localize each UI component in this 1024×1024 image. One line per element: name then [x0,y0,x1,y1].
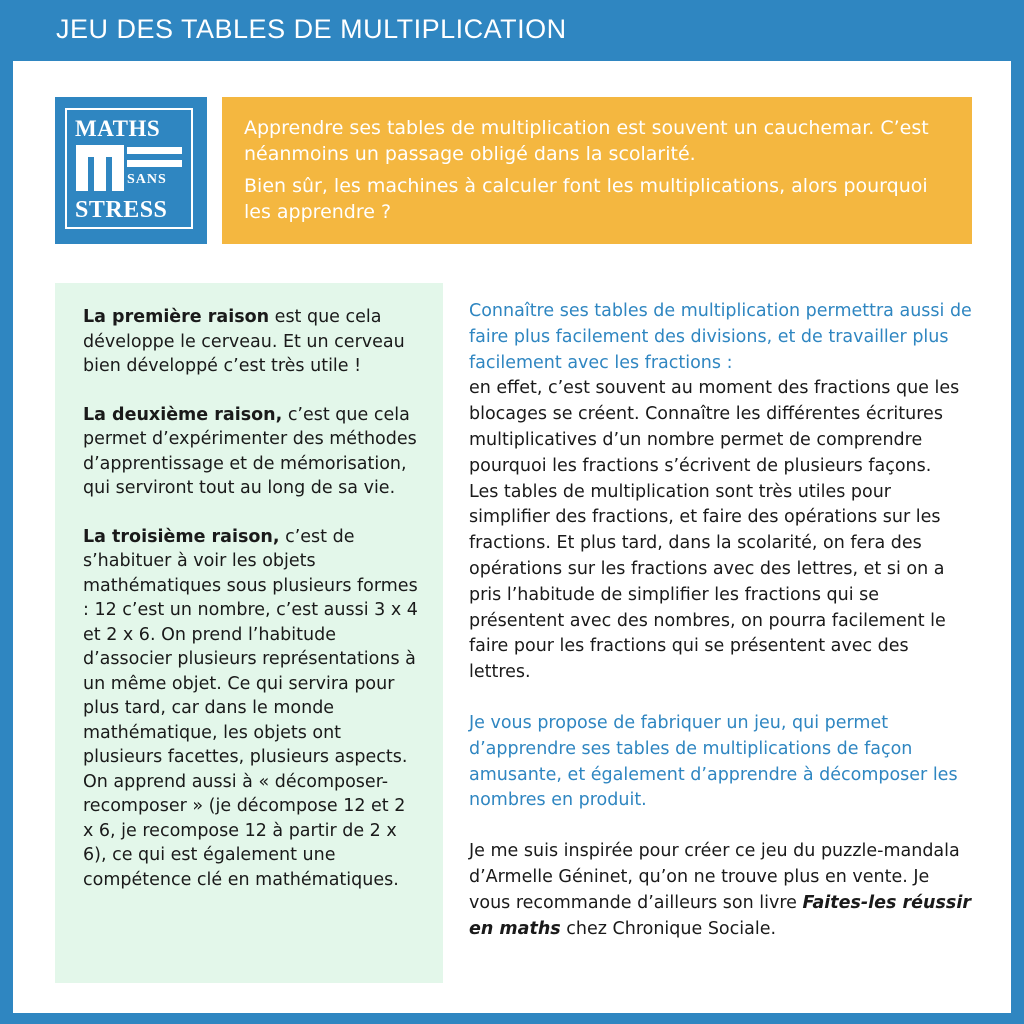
intro-paragraph-2: Bien sûr, les machines à calculer font les multiplications, alors pourquoi les apprendre ? [244,175,928,223]
fractions-paragraph [469,299,973,686]
reason-2-text: c’est que cela permet d’expérimenter des méthodes d’apprentissage et de mémorisation, qui serviront tout au long de sa vie. [83,404,417,498]
reason-1-text: est que cela développe le cerveau. Et un cerveau bien développé c’est très utile ! [83,307,405,376]
logo-m-icon [76,145,124,191]
inspiration-text: Je me suis inspirée pour créer ce jeu du puzzle-mandala d’Armelle Géninet, qu’on ne trouve plus en vente. Je vous recommande d’ailleurs son livre [469,841,960,913]
logo-bar-top [127,147,182,154]
reason-2-title: La deuxième raison, [83,404,283,425]
logo-border [65,108,193,229]
reason-2 [83,403,421,501]
fractions-body-1: en effet, c’est souvent au moment des fractions que les blocages se créent. Connaître les différentes écritures multiplicatives d’un nombre permet de comprendre pourquoi les fractions s’écrivent de plusieurs façons. [469,378,960,476]
logo-word-stress: STRESS [75,197,168,223]
logo-word-sans: SANS [127,172,167,187]
logo-word-maths: MATHS [75,116,161,141]
game-proposal: Je vous propose de fabriquer un jeu, qui permet d’apprendre ses tables de multiplications de façon amusante, et également d’apprendre à décomposer les nombres en produit. [469,712,958,811]
inspiration-paragraph [469,839,973,942]
reason-1 [83,305,421,379]
intro-box [222,97,972,244]
inspiration-end: chez Chronique Sociale. [560,918,777,939]
reason-3-title: La troisième raison, [83,526,280,547]
fractions-body-2: Les tables de multiplication sont très utiles pour simplifier des fractions, et faire des opérations sur les fractions. Et plus tard, dans la scolarité, on fera des opérations sur les fractions avec des lettres, et si on a pris l’habitude de simplifier les fractions qui se présentent avec des nombres, on pourra facilement le faire pour les fractions qui se présentent avec des lettres. [469,481,946,683]
reason-1-title: La première raison [83,307,270,327]
intro-paragraph-1: Apprendre ses tables de multiplication est souvent un cauchemar. C’est néanmoins un passage obligé dans la scolarité. [244,117,929,165]
reason-3-text: c’est de s’habituer à voir les objets mathématiques sous plusieurs formes : 12 c’est un nombre, c’est aussi 3 x 4 et 2 x 6. On prend l’habitude d’associer plusieurs représentations à un même objet. Ce qui servira pour plus tard, car dans le monde mathématique, les objets ont plusieurs facettes, plusieurs aspects. On apprend aussi à « décomposer-recomposer » (je décompose 12 et 2 x 6, je recompose 12 à partir de 2 x 6), ce qui est également une compétence clé en mathématiques. [83,526,418,890]
maths-sans-stress-logo [55,97,207,244]
book-title: Faites-les réussir en maths [469,892,971,939]
reason-3 [83,525,421,893]
fractions-column [469,299,973,967]
page-title: JEU DES TABLES DE MULTIPLICATION [56,14,567,44]
logo-bar-middle [127,160,182,167]
reasons-panel [55,283,443,983]
fractions-intro: Connaître ses tables de multiplication permettra aussi de faire plus facilement des divisions, et de travailler plus facilement avec les fractions : [469,301,972,373]
